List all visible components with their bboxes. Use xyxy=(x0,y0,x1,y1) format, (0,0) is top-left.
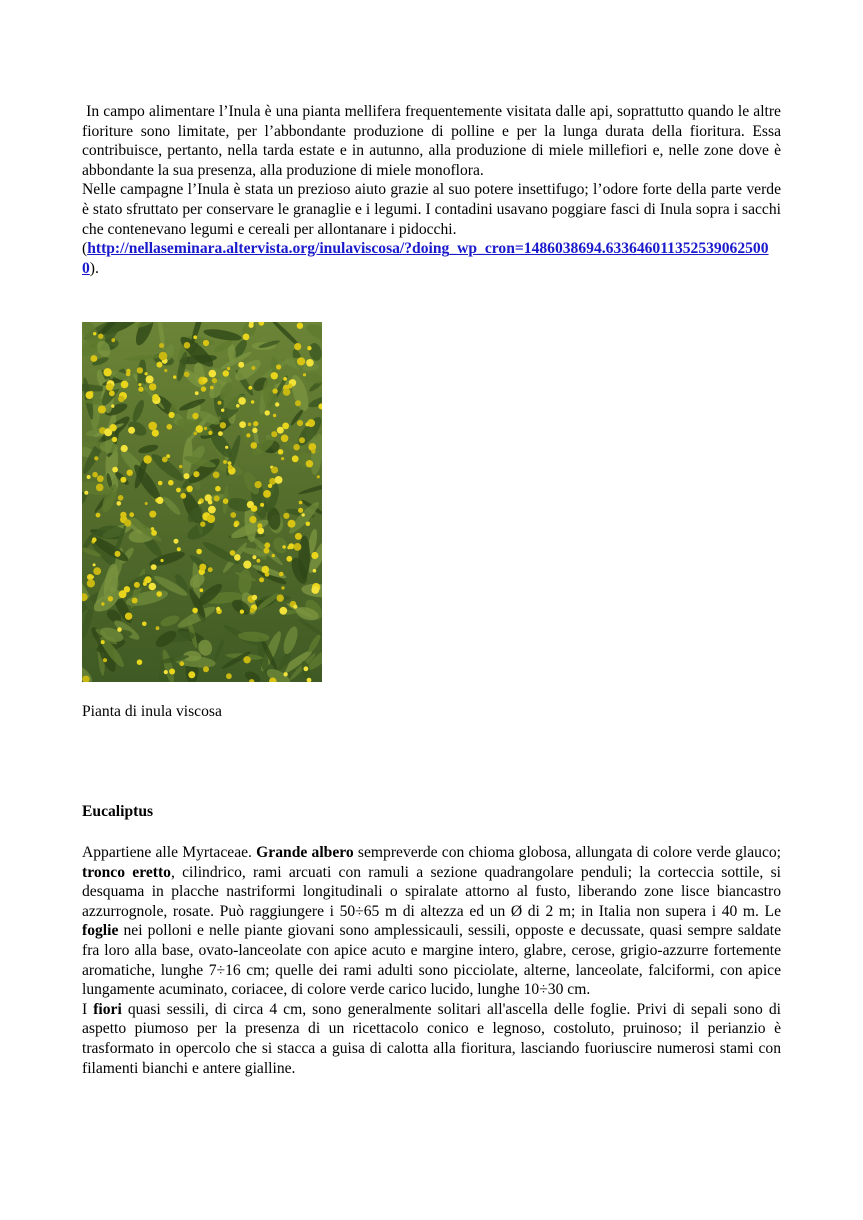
flower xyxy=(167,424,173,430)
flower xyxy=(264,542,270,548)
flower xyxy=(180,661,185,666)
flower xyxy=(216,607,220,611)
flower xyxy=(252,428,257,433)
flower xyxy=(223,460,227,464)
flower xyxy=(223,498,229,504)
term-api: api xyxy=(589,103,609,120)
flower xyxy=(311,552,318,559)
flower xyxy=(164,670,168,674)
flower xyxy=(283,377,287,381)
flower xyxy=(214,496,220,502)
flower xyxy=(297,323,303,329)
flower xyxy=(257,527,264,534)
flower xyxy=(117,501,122,506)
flower xyxy=(97,475,104,482)
flower xyxy=(283,513,289,519)
flower xyxy=(86,391,94,399)
flower xyxy=(151,564,157,570)
term-foglie: foglie xyxy=(82,922,119,940)
flower xyxy=(137,367,143,373)
flower xyxy=(121,445,128,452)
photo-caption: Pianta di inula viscosa xyxy=(82,703,222,720)
flower xyxy=(134,582,140,588)
flower xyxy=(166,454,170,458)
flower xyxy=(111,338,115,342)
flower xyxy=(145,372,148,375)
flower xyxy=(317,475,320,478)
flower xyxy=(112,437,117,442)
flower xyxy=(249,516,256,523)
flower xyxy=(125,613,132,620)
flower xyxy=(208,506,216,514)
flower xyxy=(238,362,244,368)
flower xyxy=(306,359,314,367)
flower xyxy=(176,488,181,493)
flower xyxy=(157,362,163,368)
flower xyxy=(94,456,98,460)
flower xyxy=(283,388,291,396)
flower xyxy=(215,486,221,492)
flower xyxy=(297,420,303,426)
flower xyxy=(87,579,95,587)
flower xyxy=(281,435,289,443)
flower xyxy=(275,402,279,406)
flower xyxy=(132,598,138,604)
flower xyxy=(311,449,315,453)
flower xyxy=(248,386,252,390)
flower xyxy=(159,343,164,348)
flower xyxy=(188,671,195,678)
flower xyxy=(169,412,175,418)
flower xyxy=(149,383,156,390)
flower xyxy=(111,404,114,407)
flower xyxy=(91,355,98,362)
flower xyxy=(203,666,209,672)
flower xyxy=(265,410,270,415)
flower xyxy=(288,520,296,528)
flower xyxy=(306,522,311,527)
flower xyxy=(297,357,305,365)
flower xyxy=(118,495,124,501)
flower xyxy=(210,386,214,390)
flower xyxy=(238,397,246,405)
flower xyxy=(196,549,202,555)
flower xyxy=(259,577,264,582)
flower xyxy=(260,503,264,507)
flower xyxy=(272,554,275,557)
flower xyxy=(92,472,98,478)
flower xyxy=(283,672,287,676)
flower xyxy=(220,422,226,428)
flower xyxy=(149,583,157,591)
flower xyxy=(202,377,208,383)
flower xyxy=(184,473,190,479)
intro-paragraph-honey: In campo alimentare l’Inula è una pianta mellifera frequentemente visitata dalle api, soprattutto quando le altre fioriture sono limitate, per l’abbondante produzione di polline e per la lunga durata della fioritura. Essa contribuisce, pertanto, nella tarda estate e in autunno, alla produzione di miele millefiori e, nelle zone dove è abbondante la sua presenza, alla produzione di miele monoflora. xyxy=(82,103,781,179)
flower xyxy=(162,457,168,463)
flower xyxy=(230,550,236,556)
flower xyxy=(248,423,252,427)
flower xyxy=(251,400,254,403)
flower xyxy=(279,572,284,577)
flower xyxy=(151,527,155,531)
flower xyxy=(151,530,157,536)
flower xyxy=(156,626,160,630)
flower xyxy=(145,502,148,505)
flower xyxy=(91,575,94,578)
flower xyxy=(148,422,157,431)
eucaliptus-paragraph-description: Appartiene alle Myrtaceae. Grande albero sempreverde con chioma globosa, allungata di colore verde glauco; tronco eretto, cilindrico, rami arcuati con ramuli a sezione quadrangolare penduli; la corteccia sottile, si desquama in placche nastriformi longitudinali o spiralate attorno al fusto, liberando zone lisce biancastro azzurrognole, rosate. Può raggiungere i 50÷65 m di altezza ed un Ø di 2 m; in Italia non supera i 40 m. Le foglie nei polloni e nelle piante giovani sono amplessicauli, sessili, opposte e decussate, quasi sempre saldate fra loro alla base, ovato-lanceolate con apice acuto e margine intero, glabre, cerose, grigio-azzurre fortemente aromatiche, lunghe 7÷16 cm; quelle dei rami adulti sono picciolate, alterne, lanceolate, falciformi, con apice lungamente acuminato, coriacee, di colore verde carico lucido, lunghe 10÷30 cm. xyxy=(82,844,782,999)
flower xyxy=(146,375,154,383)
flower xyxy=(164,369,167,372)
flower xyxy=(303,373,306,376)
flower xyxy=(198,501,202,505)
flower xyxy=(281,457,284,460)
flower xyxy=(84,491,88,495)
flower xyxy=(234,554,241,561)
flower xyxy=(109,390,115,396)
flower xyxy=(207,515,215,523)
flower xyxy=(251,366,255,370)
flower xyxy=(249,323,254,328)
flower xyxy=(204,427,207,430)
flower xyxy=(118,396,124,402)
flower xyxy=(282,423,289,430)
flower xyxy=(169,669,175,675)
source-link-line: (http://nellaseminara.altervista.org/inulaviscosa/?doing_wp_cron=1486038694.6336460113525390625000). xyxy=(82,240,769,277)
inula-flowers-image xyxy=(82,322,322,682)
flower xyxy=(126,369,130,373)
flower xyxy=(119,590,127,598)
flower xyxy=(120,512,126,518)
flower xyxy=(108,596,113,601)
flower xyxy=(168,480,174,486)
flower xyxy=(257,523,262,528)
flower xyxy=(200,588,204,592)
flower xyxy=(236,404,240,408)
flower xyxy=(298,508,303,513)
flower xyxy=(243,561,251,569)
flower xyxy=(103,658,107,662)
flower xyxy=(192,413,198,419)
flower xyxy=(193,335,197,339)
flower xyxy=(203,340,209,346)
flower xyxy=(212,378,217,383)
flower xyxy=(263,490,271,498)
flower xyxy=(93,567,101,575)
flower xyxy=(230,512,236,518)
flower xyxy=(128,427,135,434)
flower xyxy=(129,512,134,517)
term-fiori: fiori xyxy=(93,1000,122,1018)
flower xyxy=(120,477,126,483)
flower xyxy=(305,422,309,426)
flower xyxy=(103,368,111,376)
inula-viscosa-photo xyxy=(82,322,322,682)
flower xyxy=(218,431,223,436)
flower xyxy=(293,605,297,609)
flower xyxy=(115,551,121,557)
flower xyxy=(208,567,213,572)
flower xyxy=(117,627,122,632)
flower xyxy=(193,471,199,477)
eucaliptus-text-block xyxy=(82,843,781,1078)
flower xyxy=(208,431,212,435)
flower xyxy=(96,484,104,492)
flower xyxy=(93,563,96,566)
flower xyxy=(195,391,199,395)
flower xyxy=(92,537,97,542)
flower xyxy=(287,546,290,549)
flower xyxy=(96,513,101,518)
flower xyxy=(159,352,168,361)
term-polline: polline xyxy=(451,122,495,140)
flower xyxy=(143,455,151,463)
flower xyxy=(252,595,257,600)
flower xyxy=(196,425,203,432)
flower xyxy=(255,481,262,488)
flower xyxy=(278,449,283,454)
flower xyxy=(98,406,106,414)
flower xyxy=(149,511,156,518)
intro-text-block xyxy=(82,102,781,278)
flower xyxy=(152,394,159,401)
flower xyxy=(294,543,302,551)
flower xyxy=(281,586,284,589)
flower xyxy=(240,610,244,614)
flower xyxy=(311,586,319,594)
flower xyxy=(93,332,96,335)
flower xyxy=(180,493,186,499)
flower xyxy=(275,476,283,484)
flower xyxy=(253,421,258,426)
flower xyxy=(286,556,292,562)
flower xyxy=(226,673,232,679)
flower xyxy=(138,387,143,392)
flower xyxy=(184,372,190,378)
flower xyxy=(264,548,270,554)
flower xyxy=(101,602,104,605)
flower xyxy=(194,432,197,435)
flower xyxy=(292,455,299,462)
flower xyxy=(282,545,285,548)
flower xyxy=(121,381,129,389)
eucaliptus-paragraph-flowers: I fiori quasi sessili, di circa 4 cm, sono generalmente solitari all'ascella delle foglie. Privi di sepali sono di aspetto piumoso per la presenza di un ricettacolo conico e legnoso, costoluto, pruinoso; il perianzio è trasformato in opercolo che si stacca a guisa di calotta alla fioritura, lasciando fuoriuscire numerosi stami con filamenti bianchi e antere gialline. xyxy=(82,1000,782,1077)
flower xyxy=(252,555,256,559)
flower xyxy=(294,343,301,350)
flower xyxy=(234,522,239,527)
flower xyxy=(106,383,114,391)
flower xyxy=(313,569,317,573)
flower xyxy=(243,334,250,341)
flower xyxy=(302,513,305,516)
flower xyxy=(239,421,246,428)
flower xyxy=(276,364,281,369)
flower xyxy=(246,433,250,437)
flower xyxy=(179,465,182,468)
flower xyxy=(271,467,278,474)
flower xyxy=(112,467,118,473)
flower xyxy=(199,564,206,571)
flower xyxy=(295,533,302,540)
flower xyxy=(250,608,255,613)
flower xyxy=(271,431,277,437)
flower xyxy=(279,607,287,615)
flower xyxy=(271,372,278,379)
flower xyxy=(299,501,303,505)
term-tronco-eretto: tronco eretto xyxy=(82,863,171,881)
flower xyxy=(174,539,179,544)
flower xyxy=(101,640,105,644)
flower xyxy=(213,472,220,479)
flower xyxy=(173,375,176,378)
flower xyxy=(243,656,250,663)
flower xyxy=(295,400,301,406)
flower xyxy=(137,659,143,665)
flower xyxy=(109,424,116,431)
flower xyxy=(156,497,163,504)
flower xyxy=(218,401,222,405)
flower xyxy=(251,505,258,512)
flower xyxy=(98,334,103,339)
flower xyxy=(138,383,141,386)
flower xyxy=(200,522,205,527)
source-link[interactable]: http://nellaseminara.altervista.org/inulaviscosa/?doing_wp_cron=1486038694.6336460113525390625000 xyxy=(82,240,769,277)
flower xyxy=(87,475,91,479)
flower xyxy=(160,559,163,562)
flower xyxy=(184,342,191,349)
flower xyxy=(186,486,192,492)
term-grande-albero: Grande albero xyxy=(256,844,354,861)
flower xyxy=(251,442,258,449)
flower xyxy=(257,559,261,563)
flower xyxy=(272,388,277,393)
flower xyxy=(208,500,213,505)
flower xyxy=(156,591,162,597)
flower xyxy=(277,427,284,434)
flower xyxy=(225,446,228,449)
flower xyxy=(124,519,131,526)
flower xyxy=(306,460,313,467)
flower xyxy=(145,576,152,583)
flower xyxy=(152,430,159,437)
flower xyxy=(209,370,217,378)
flower xyxy=(293,444,299,450)
flower xyxy=(299,437,305,443)
flower xyxy=(201,386,206,391)
flower xyxy=(177,547,181,551)
flower xyxy=(304,666,309,671)
flower xyxy=(307,346,311,350)
intro-paragraph-insectifuge: Nelle campagne l’Inula è stata un prezioso aiuto grazie al suo potere insettifugo; l’odore forte della parte verde è stato sfruttato per conservare le granaglie e i legumi. I contadini usavano poggiare fasci di Inula sopra i sacchi che contenevano legumi e cereali per allontanare i pidocchi. xyxy=(82,181,781,238)
flower xyxy=(268,484,272,488)
flower xyxy=(223,370,229,376)
flower xyxy=(192,608,198,614)
flower xyxy=(273,414,276,417)
flower xyxy=(142,622,147,627)
flower xyxy=(262,566,270,574)
flower xyxy=(221,409,224,412)
flower xyxy=(228,461,232,465)
flower xyxy=(228,465,233,470)
section-title-eucaliptus: Eucaliptus xyxy=(82,803,154,820)
flower xyxy=(158,481,163,486)
flower xyxy=(277,594,284,601)
flower xyxy=(227,367,230,370)
flower xyxy=(127,470,133,476)
